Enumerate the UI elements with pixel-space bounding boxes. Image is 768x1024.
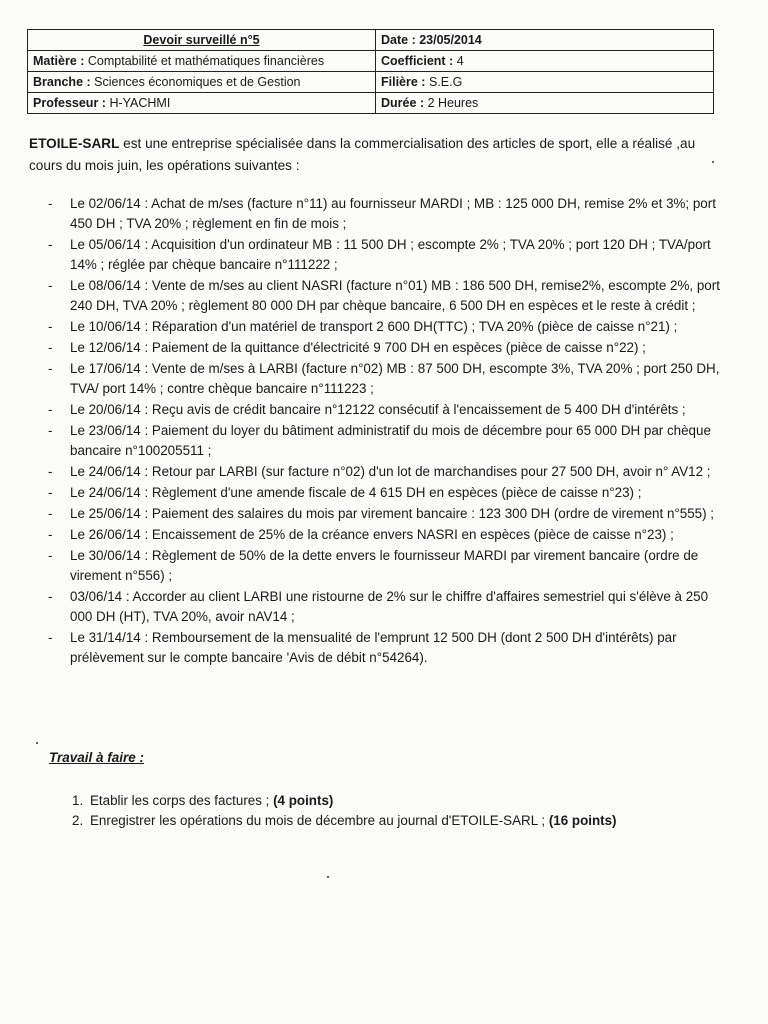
operation-text: Le 08/06/14 : Vente de m/ses au client NASRI (facture n°01) MB : 186 500 DH, remise2%, escompte 2%, port 240 DH, TVA 20% ; règlement 80 000 DH par chèque bancaire, 6 500 DH en espèces et le reste à crédit ; <box>70 278 720 313</box>
duree-value: 2 Heures <box>427 95 479 110</box>
duree-label: Durée : <box>381 95 425 110</box>
list-dash: - <box>48 237 53 252</box>
intro-paragraph <box>29 133 729 177</box>
list-dash: - <box>48 402 53 417</box>
professeur-cell <box>28 93 376 114</box>
operation-text: Le 23/06/14 : Paiement du loyer du bâtiment administratif du mois de décembre pour 65 000 DH par chèque bancaire n°100205511 ; <box>70 423 711 458</box>
matiere-label: Matière : <box>33 53 85 68</box>
operation-item <box>28 235 728 275</box>
operation-text: Le 05/06/14 : Acquisition d'un ordinateur MB : 11 500 DH ; escompte 2% ; TVA 20% ; port 120 DH ; TVA/port 14% ; réglée par chèque bancaire n°111222 ; <box>70 237 711 272</box>
list-dash: - <box>48 464 53 479</box>
operation-item <box>28 338 728 358</box>
operation-text: Le 25/06/14 : Paiement des salaires du mois par virement bancaire : 123 300 DH (ordre de virement n°555) ; <box>70 506 714 521</box>
task-number: 2. <box>72 813 84 828</box>
task-text: Enregistrer les opérations du mois de décembre au journal d'ETOILE-SARL ; <box>90 813 549 828</box>
task-text: Etablir les corps des factures ; <box>90 793 274 808</box>
operation-item <box>28 628 728 668</box>
coefficient-label: Coefficient : <box>381 53 454 68</box>
company-name: ETOILE-SARL <box>29 136 120 151</box>
task-points: (4 points) <box>273 793 334 808</box>
filiere-cell <box>376 72 714 93</box>
task-points: (16 points) <box>548 813 617 828</box>
operation-item <box>28 359 728 399</box>
operation-item <box>28 421 728 461</box>
list-dash: - <box>48 506 53 521</box>
professeur-value: H-YACHMI <box>109 95 171 110</box>
operation-item <box>28 317 728 337</box>
operation-text: 03/06/14 : Accorder au client LARBI une ristourne de 2% sur le chiffre d'affaires semestriel qui s'élève à 250 000 DH (HT), TVA 20%, avoir nAV14 ; <box>70 589 709 624</box>
operation-text: Le 20/06/14 : Reçu avis de crédit bancaire n°12122 consécutif à l'encaissement de 5 400 DH d'intérêts ; <box>70 402 686 417</box>
matiere-cell <box>28 51 376 72</box>
operation-text: Le 30/06/14 : Règlement de 50% de la dette envers le fournisseur MARDI par virement bancaire (ordre de virement n°556) ; <box>70 548 699 583</box>
operation-text: Le 02/06/14 : Achat de m/ses (facture n°11) au fournisseur MARDI ; MB : 125 000 DH, remise 2% et 3%; port 450 DH ; TVA 20% ; règlement en fin de mois ; <box>70 196 716 231</box>
operation-item <box>28 276 728 316</box>
operation-text: Le 24/06/14 : Retour par LARBI (sur facture n°02) d'un lot de marchandises pour 27 500 DH, avoir n° AV12 ; <box>70 464 711 479</box>
exam-date: Date : 23/05/2014 <box>376 30 714 51</box>
list-dash: - <box>48 340 53 355</box>
operation-item <box>28 483 728 503</box>
task-item <box>72 791 712 811</box>
list-dash: - <box>48 630 53 645</box>
intro-text-line2: cours du mois juin, les opérations suivantes : <box>29 158 300 173</box>
professeur-label: Professeur : <box>33 95 106 110</box>
operation-item <box>28 462 728 482</box>
task-number: 1. <box>72 793 84 808</box>
scan-speck <box>36 742 38 744</box>
branche-cell <box>28 72 376 93</box>
operation-text: Le 12/06/14 : Paiement de la quittance d'électricité 9 700 DH en espèces (pièce de caisse n°22) ; <box>70 340 646 355</box>
duree-cell <box>376 93 714 114</box>
scan-speck <box>712 161 714 163</box>
operation-text: Le 24/06/14 : Règlement d'une amende fiscale de 4 615 DH en espèces (pièce de caisse n°23) ; <box>70 485 642 500</box>
exam-header-table <box>27 29 714 114</box>
coefficient-value: 4 <box>456 53 464 68</box>
branche-label: Branche : <box>33 74 91 89</box>
operation-text: Le 31/14/14 : Remboursement de la mensualité de l'emprunt 12 500 DH (dont 2 500 DH d'intérêts) par prélèvement sur le compte bancaire 'Avis de débit n°54264). <box>70 630 677 665</box>
list-dash: - <box>48 527 53 542</box>
exam-title: Devoir surveillé n°5 <box>28 30 376 51</box>
list-dash: - <box>48 589 53 604</box>
operation-text: Le 26/06/14 : Encaissement de 25% de la créance envers NASRI en espèces (pièce de caisse n°23) ; <box>70 527 674 542</box>
branche-value: Sciences économiques et de Gestion <box>94 74 301 89</box>
operation-item <box>28 525 728 545</box>
intro-text-line1: est une entreprise spécialisée dans la commercialisation des articles de sport, elle a réalisé ,au <box>119 136 696 151</box>
operation-item <box>28 504 728 524</box>
operation-text: Le 10/06/14 : Réparation d'un matériel de transport 2 600 DH(TTC) ; TVA 20% (pièce de caisse n°21) ; <box>70 319 678 334</box>
list-dash: - <box>48 319 53 334</box>
list-dash: - <box>48 361 53 376</box>
filiere-label: Filière : <box>381 74 426 89</box>
task-item <box>72 811 712 831</box>
operations-list <box>28 194 728 669</box>
operation-item <box>28 194 728 234</box>
list-dash: - <box>48 196 53 211</box>
travail-a-faire-heading: Travail à faire : <box>49 750 145 765</box>
operation-text: Le 17/06/14 : Vente de m/ses à LARBI (facture n°02) MB : 87 500 DH, escompte 3%, TVA 20% ; port 250 DH, TVA/ port 14% ; contre chèque bancaire n°111223 ; <box>70 361 720 396</box>
list-dash: - <box>48 423 53 438</box>
matiere-value: Comptabilité et mathématiques financières <box>87 53 325 68</box>
coefficient-cell <box>376 51 714 72</box>
filiere-value: S.E.G <box>428 74 463 89</box>
list-dash: - <box>48 548 53 563</box>
list-dash: - <box>48 485 53 500</box>
list-dash: - <box>48 278 53 293</box>
scan-speck <box>327 876 329 878</box>
tasks-list <box>72 791 712 831</box>
operation-item <box>28 546 728 586</box>
operation-item <box>28 400 728 420</box>
operation-item <box>28 587 728 627</box>
